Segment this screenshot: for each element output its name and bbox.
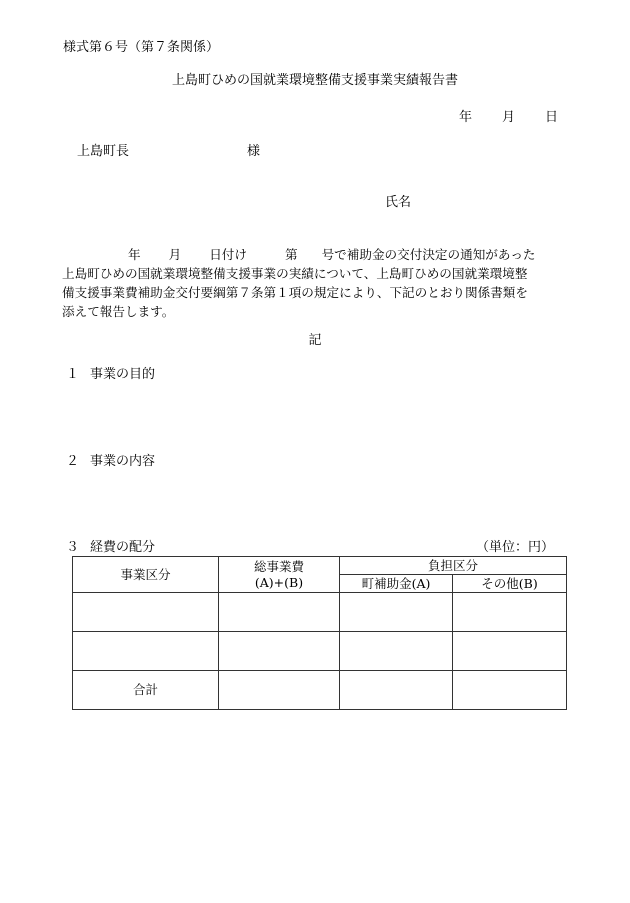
cost-allocation-table xyxy=(72,556,567,710)
table-cell[interactable] xyxy=(453,593,567,632)
addressee-name: 上島町長 xyxy=(77,144,130,159)
header-other: その他(B) xyxy=(453,575,567,593)
table-row xyxy=(73,632,567,671)
header-town-subsidy: 町補助金(A) xyxy=(340,575,453,593)
header-total-cost: 総事業費 (A)+(B) xyxy=(219,557,340,593)
table-cell[interactable] xyxy=(219,632,340,671)
date-month-label: 月 xyxy=(501,110,515,125)
table-cell[interactable] xyxy=(340,632,453,671)
section-title: 経費の配分 xyxy=(90,540,156,555)
applicant-name-label: 氏名 xyxy=(385,195,412,210)
section-2-heading xyxy=(66,455,155,468)
section-title: 事業の内容 xyxy=(90,454,156,469)
date-day-label: 日 xyxy=(544,110,558,125)
date-line xyxy=(459,111,558,124)
table-cell[interactable] xyxy=(219,593,340,632)
ki-heading: 記 xyxy=(308,333,322,348)
table-cell[interactable] xyxy=(340,593,453,632)
section-3-heading xyxy=(66,541,155,554)
table-cell[interactable] xyxy=(219,671,340,710)
document-title: 上島町ひめの国就業環境整備支援事業実績報告書 xyxy=(171,73,458,88)
body-paragraph xyxy=(62,245,560,321)
table-cell[interactable] xyxy=(453,671,567,710)
body-line-4: 添えて報告します。 xyxy=(62,304,175,319)
date-year-label: 年 xyxy=(458,110,472,125)
unit-label: （単位：円） xyxy=(475,540,554,555)
addressee-honorific: 様 xyxy=(247,144,261,159)
table-cell[interactable] xyxy=(73,632,219,671)
header-burden-category: 負担区分 xyxy=(340,557,567,575)
section-title: 事業の目的 xyxy=(90,367,156,382)
table-row xyxy=(73,593,567,632)
total-row-label: 合計 xyxy=(73,671,219,710)
header-business-category: 事業区分 xyxy=(73,557,219,593)
body-line-2: 上島町ひめの国就業環境整備支援事業の実績について、上島町ひめの国就業環境整 xyxy=(62,266,528,281)
table-cell[interactable] xyxy=(340,671,453,710)
table-cell[interactable] xyxy=(73,593,219,632)
addressee xyxy=(77,145,260,158)
section-number: ２ xyxy=(66,454,80,469)
section-number: ３ xyxy=(66,540,80,555)
section-1-heading xyxy=(66,368,155,381)
section-number: １ xyxy=(66,367,80,382)
body-line-3: 備支援事業費補助金交付要綱第７条第１項の規定により、下記のとおり関係書類を xyxy=(62,285,528,300)
body-line-1: 年 月 日付け 第 号で補助金の交付決定の通知があった xyxy=(128,247,536,262)
total-row xyxy=(73,671,567,710)
form-number: 様式第６号（第７条関係） xyxy=(63,40,220,55)
table-cell[interactable] xyxy=(453,632,567,671)
